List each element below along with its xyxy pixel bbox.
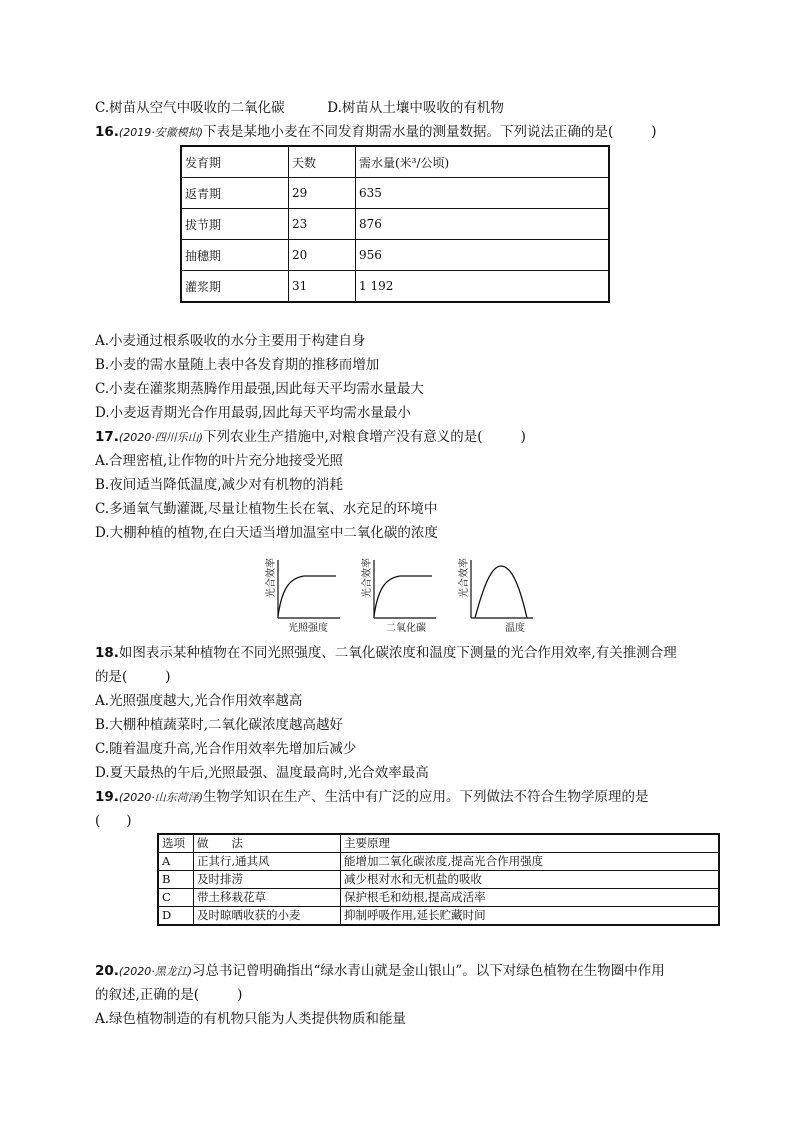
temperature-graph xyxy=(455,552,535,634)
question-number: 19. xyxy=(95,789,119,805)
question-source: (2020·黑龙江) xyxy=(118,965,192,978)
q16-option-d: D.小麦返青期光合作用最弱,因此每天平均需水量最小 xyxy=(95,405,411,421)
question-text: 如图表示某种植物在不同光照强度、二氧化碳浓度和温度下测量的光合作用效率,有关推测合理 xyxy=(118,645,677,661)
q15-option-d: D.树苗从土壤中吸收的有机物 xyxy=(327,100,504,116)
table-header-cell: 发育期 xyxy=(181,146,289,178)
table-row xyxy=(158,907,719,926)
table-cell: 1 192 xyxy=(356,271,610,303)
answer-paren-open: ( xyxy=(95,813,101,829)
table-cell: 23 xyxy=(289,209,356,240)
light-intensity-graph xyxy=(262,552,342,634)
table-cell: 635 xyxy=(356,178,610,209)
question-number: 20. xyxy=(95,963,119,979)
table-cell: 能增加二氧化碳浓度,提高光合作用强度 xyxy=(341,853,720,871)
q17-option-d: D.大棚种植的植物,在白天适当增加温室中二氧化碳的浓度 xyxy=(95,525,438,541)
question-source: (2020·山东菏泽) xyxy=(118,791,203,804)
table-header-cell: 需水量(米³/公顷) xyxy=(356,146,610,178)
table-cell: 956 xyxy=(356,240,610,271)
answer-paren-close: ) xyxy=(165,669,171,685)
q17-option-b: B.夜间适当降低温度,减少对有机物的消耗 xyxy=(95,477,344,493)
question-source: (2019·安徽模拟) xyxy=(118,126,203,139)
table-cell: 抽穗期 xyxy=(181,240,289,271)
table-cell: 灌浆期 xyxy=(181,271,289,303)
table-row xyxy=(158,889,719,907)
efficiency-curve xyxy=(475,566,527,618)
table-row xyxy=(158,853,719,871)
question-text: 的叙述,正确的是( xyxy=(95,987,200,1003)
q16-table xyxy=(180,145,610,303)
table-cell: D xyxy=(158,907,194,926)
table-cell: B xyxy=(158,871,194,889)
table-cell: A xyxy=(158,853,194,871)
question-number: 16. xyxy=(95,124,119,140)
question-text: 下列农业生产措施中,对粮食增产没有意义的是( xyxy=(203,429,483,445)
table-header-cell: 做 法 xyxy=(194,834,341,853)
table-cell: 返青期 xyxy=(181,178,289,209)
q16-option-b: B.小麦的需水量随上表中各发育期的推移而增加 xyxy=(95,357,380,373)
q18-stem-line1 xyxy=(95,644,677,662)
x-axis-label: 温度 xyxy=(505,623,525,634)
answer-paren-close: ) xyxy=(237,987,243,1003)
q17-option-a: A.合理密植,让作物的叶片充分地接受光照 xyxy=(95,453,343,469)
question-text: 下表是某地小麦在不同发育期需水量的测量数据。下列说法正确的是( xyxy=(203,124,614,140)
efficiency-curve xyxy=(374,576,432,616)
q15-option-c: C.树苗从空气中吸收的二氧化碳 xyxy=(95,100,285,116)
table-row xyxy=(181,271,609,303)
q18-option-a: A.光照强度越大,光合作用效率越高 xyxy=(95,693,303,709)
answer-paren-close: ) xyxy=(520,429,526,445)
q18-option-d: D.夏天最热的午后,光照最强、温度最高时,光合效率最高 xyxy=(95,765,429,781)
table-cell: 抑制呼吸作用,延长贮藏时间 xyxy=(341,907,720,926)
table-header-cell: 选项 xyxy=(158,834,194,853)
table-cell: 及时晾晒收获的小麦 xyxy=(194,907,341,926)
table-header-row xyxy=(158,834,719,853)
answer-paren-close: ) xyxy=(126,813,132,829)
q17-stem xyxy=(95,428,526,447)
y-axis-label: 光合效率 xyxy=(459,558,470,598)
question-number: 17. xyxy=(95,429,119,445)
table-cell: 29 xyxy=(289,178,356,209)
table-cell: 正其行,通其风 xyxy=(194,853,341,871)
table-row xyxy=(181,178,609,209)
table-cell: 31 xyxy=(289,271,356,303)
q19-table xyxy=(157,833,720,926)
q19-stem xyxy=(95,788,649,807)
q17-option-c: C.多通氧气勤灌溉,尽量让植物生长在氧、水充足的环境中 xyxy=(95,501,438,517)
q19-answer-paren xyxy=(95,812,132,830)
q16-stem xyxy=(95,123,657,142)
q20-option-a: A.绿色植物制造的有机物只能为人类提供物质和能量 xyxy=(95,1011,407,1027)
question-number: 18. xyxy=(95,645,119,661)
table-cell: 20 xyxy=(289,240,356,271)
answer-paren-close: ) xyxy=(651,124,657,140)
table-row xyxy=(181,209,609,240)
q18-stem-line2 xyxy=(95,668,171,686)
table-cell: C xyxy=(158,889,194,907)
q15-options-row xyxy=(95,99,504,117)
question-text: 的是( xyxy=(95,669,128,685)
question-source: (2020·四川乐山) xyxy=(118,431,203,444)
table-row xyxy=(158,871,719,889)
y-axis-label: 光合效率 xyxy=(266,558,277,598)
table-header-cell: 主要原理 xyxy=(341,834,720,853)
table-cell: 拔节期 xyxy=(181,209,289,240)
question-text: 生物学知识在生产、生活中有广泛的应用。下列做法不符合生物学原理的是 xyxy=(203,789,649,805)
x-axis-label: 光照强度 xyxy=(288,623,328,634)
q16-option-a: A.小麦通过根系吸收的水分主要用于构建自身 xyxy=(95,333,366,349)
y-axis-label: 光合效率 xyxy=(362,558,373,598)
q18-option-b: B.大棚种植蔬菜时,二氧化碳浓度越高越好 xyxy=(95,717,344,733)
table-row xyxy=(181,240,609,271)
q18-option-c: C.随着温度升高,光合作用效率先增加后减少 xyxy=(95,741,357,757)
q20-stem-line2 xyxy=(95,986,242,1004)
q16-option-c: C.小麦在灌浆期蒸腾作用最强,因此每天平均需水量最大 xyxy=(95,381,424,397)
table-cell: 876 xyxy=(356,209,610,240)
table-cell: 及时排涝 xyxy=(194,871,341,889)
table-cell: 带土移栽花草 xyxy=(194,889,341,907)
table-cell: 减少根对水和无机盐的吸收 xyxy=(341,871,720,889)
table-header-row xyxy=(181,146,609,178)
co2-graph xyxy=(358,552,438,634)
question-text: 习总书记曾明确指出“绿水青山就是金山银山”。以下对绿色植物在生物圈中作用 xyxy=(192,963,665,979)
q20-stem-line1 xyxy=(95,962,665,981)
table-header-cell: 天数 xyxy=(289,146,356,178)
table-cell: 保护根毛和幼根,提高成活率 xyxy=(341,889,720,907)
efficiency-curve xyxy=(278,576,336,616)
x-axis-label: 二氧化碳 xyxy=(386,623,426,634)
